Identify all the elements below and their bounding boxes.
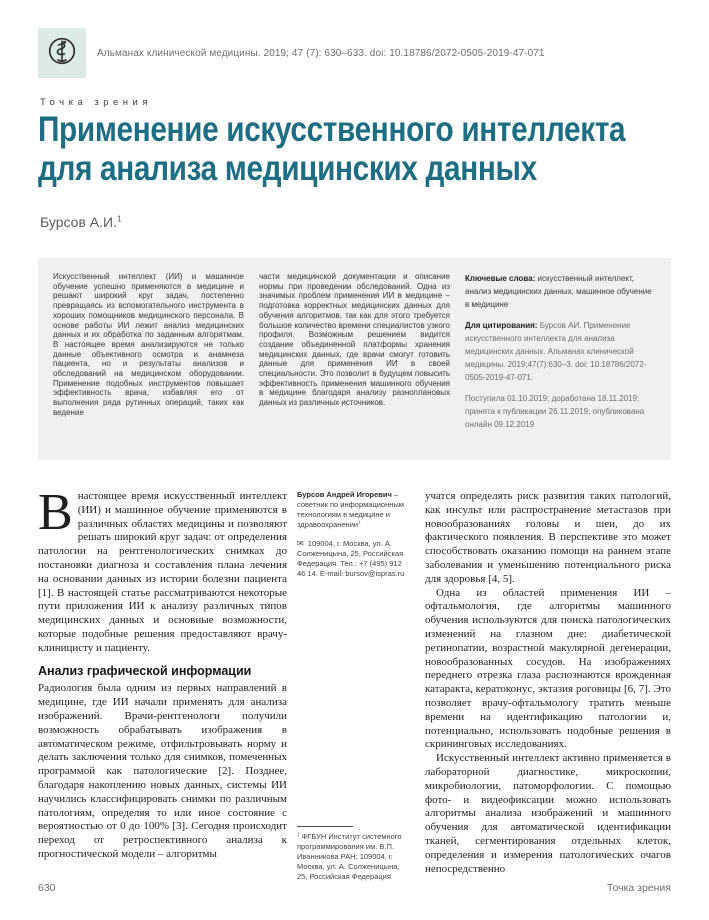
citation-text: Бурсов АИ. Применение искусственного интеллекта для анализа медицинских данных. Альманах клинической медицины. 2019;47(7):630–3. doi: 10.18786/2072-0505-2019-47-071. bbox=[465, 321, 647, 382]
body-paragraph-5: Искусственный интеллект активно применяется в лабораторной диагностике, микроскопии, микробиологии, патоморфологии. С помощью фото- и видеофиксации можно использовать алгоритмы анализа изображений и машинного обучения для автоматической идентификации тканей, сегментирования отдельных клеток, определения и измерения патологических очагов непосредственно bbox=[425, 752, 671, 875]
footnote-mark: 1 bbox=[297, 831, 300, 837]
keywords-label: Ключевые слова: bbox=[465, 274, 536, 283]
author-contact bbox=[297, 539, 409, 579]
citation-label: Для цитирования: bbox=[465, 321, 538, 330]
author-address: 109004, г. Москва, ул. А. Солженицына, 25, Российская Федерация. Тел.: +7 (495) 912 46 14. E-mail: bursov@ispras.ru bbox=[297, 539, 405, 578]
body-paragraph-2: Радиология была одним из первых направлений в медицине, где ИИ начали применять для анализа изображений. Врачи-рентгенологи получили возможность обрабатывать изображения в автоматическом режиме, отфильтровывать норму и делать заключения только для снимков, помеченных программой как патологические [2]. Позднее, благодаря накоплению новых данных, системы ИИ научились классифицировать снимки по различным патологиям, определяя то или иное состояние с вероятностью от 0 до 100% [3]. Сегодня происходит переход от ретроспективного анализа к прогностической модели – алгоритмы bbox=[38, 682, 287, 860]
body-right-column bbox=[425, 490, 671, 882]
abstract-meta-column bbox=[465, 272, 656, 446]
abstract-box bbox=[38, 258, 671, 460]
article-body bbox=[38, 484, 671, 882]
page-number: 630 bbox=[38, 882, 56, 894]
section-eyebrow: Точка зрения bbox=[40, 97, 152, 108]
author-role-mark: 1 bbox=[358, 519, 361, 525]
body-paragraph-4: Одна из областей применения ИИ – офтальмология, где алгоритмы машинного обучения используются для поиска патологических изменений на глазном дне: диабетической ретинопатии, возрастной макулярной дегенерации, новообразованных сосудов. На изображениях переднего отрезка глаза распознаются врожденная катаракта, кератоконус, эктазия роговицы [6, 7]. Это позволяет врачу-офтальмологу тратить меньше времени на идентификацию патологии и, потенциально, использовать подобные решения в скрининговых исследованиях. bbox=[425, 586, 671, 751]
author-affiliation-mark: 1 bbox=[116, 213, 122, 224]
page-header bbox=[38, 28, 671, 78]
article-title-line2: для анализа медицинских данных bbox=[38, 149, 537, 188]
article-title bbox=[38, 110, 670, 188]
author-byline bbox=[40, 214, 122, 230]
drop-cap: В bbox=[38, 484, 73, 541]
article-dates: Поступила 01.10.2019; доработана 18.11.2019; принята к публикации 26.11.2019; опубликована онлайн 09.12.2019 bbox=[465, 394, 645, 429]
journal-logo bbox=[38, 28, 86, 78]
keywords-paragraph bbox=[465, 272, 656, 311]
author-details-block bbox=[297, 490, 409, 579]
envelope-icon: ✉ bbox=[297, 539, 304, 548]
snake-and-bowl-icon bbox=[45, 34, 79, 73]
body-paragraph-1-text: настоящее время искусственный интеллект (ИИ) и машинное обучение применяются в различных областях медицины и позволяют решать широкий круг задач: от определения патологии на рентгенологических снимках до постановки диагноза и составления плана лечения на основании данных из истории болезни пациента [1]. В настоящей статье рассматриваются некоторые пути приложения ИИ к анализу различных типов медицинских данных и основные возможности, которые подобные решения предоставляют врачу-клиницисту и пациенту. bbox=[38, 490, 287, 654]
footnote-rule bbox=[297, 826, 353, 827]
body-paragraph-1 bbox=[38, 484, 287, 656]
footer-section-label: Точка зрения bbox=[606, 882, 671, 894]
page-footer bbox=[38, 882, 671, 894]
section-heading-graphic-analysis: Анализ графической информации bbox=[38, 663, 252, 678]
abstract-column-2: части медицинской документации и описание нормы при проведении обследований. Одна из значимых проблем применения ИИ в медицине – подготовка корректных медицинских данных для обучения алгоритмов, так как для этого требуется большое количество времени специалистов узкого профиля. Возможным решением видится создание объединенной платформы хранения медицинских данных, где врачи смогут готовить данные для применения ИИ в своей специальности. Это позволит в будущем повысить эффективность применения машинного обучения в медицине благодаря анализу разноплановых данных из различных источников. bbox=[259, 272, 450, 408]
affiliation-footnote bbox=[297, 826, 409, 882]
author-full-name: Бурсов Андрей Игоревич bbox=[297, 490, 392, 499]
body-paragraph-3: учатся определять риск развития таких патологий, как инсульт или распространение метастазов при новообразованиях головы и шеи, до их фактического появления. В перспективе это может способствовать оказанию помощи на раннем этапе заболевания и уменьшению потенциального риска для здоровья [4, 5]. bbox=[425, 490, 671, 585]
article-title-line1: Применение искусственного интеллекта bbox=[38, 110, 626, 149]
footnote-text: ФГБУН Институт системного программирования им. В.П. Иванникова РАН; 109004, г. Москва, ул. А. Солженицына, 25, Российская Федерация bbox=[297, 832, 402, 881]
author-role: – советник по информационным технологиям в медицине и здравоохранении bbox=[297, 490, 404, 529]
citation-paragraph bbox=[465, 319, 656, 384]
abstract-column-1: Искусственный интеллект (ИИ) и машинное обучение успешно применяются в медицине и решают широкий круг задач, постепенно превращаясь из вспомогательного инструмента в хороших помощников медицинского персонала. В основе работы ИИ лежит анализ медицинских данных и их обработка по заданным алгоритмам. В настоящее время анализируются не только данные объективного осмотра и анамнеза пациента, но и результаты анализов и обследований на медицинском оборудовании. Применение подобных инструментов повышает эффективность врача, избавляя его от выполнения ряда рутинных операций, таких как ведение bbox=[53, 272, 244, 417]
author-info-column bbox=[297, 490, 409, 882]
body-left-column bbox=[38, 484, 287, 882]
journal-citation-line: Альманах клинической медицины. 2019; 47 (7): 630–633. doi: 10.18786/2072-0505-2019-47-071 bbox=[97, 47, 545, 59]
keywords-text: искусственный интеллект, анализ медицинских данных, машинное обучение в медицине bbox=[465, 274, 652, 309]
author-short-name: Бурсов А.И. bbox=[40, 214, 117, 230]
